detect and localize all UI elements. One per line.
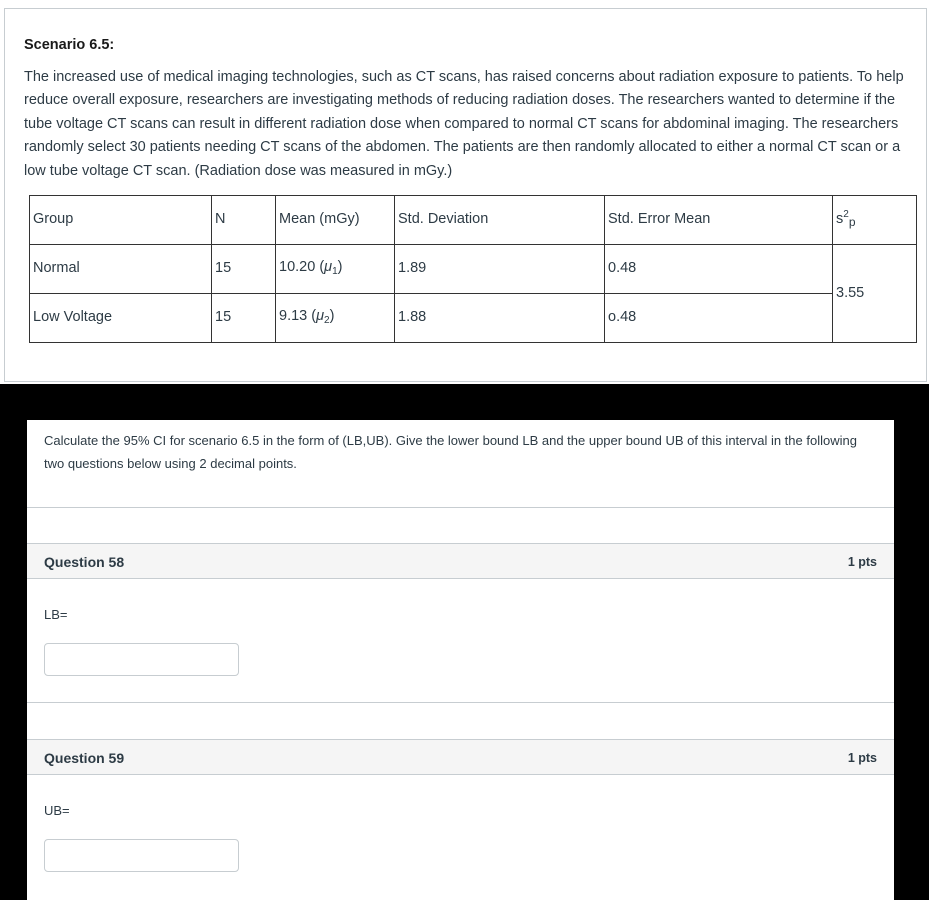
header-group: Group: [30, 196, 212, 245]
lb-label: LB=: [44, 607, 68, 622]
cell-pooled-variance: 3.55: [833, 245, 917, 343]
cell-std-error-mean: 0.48: [605, 245, 833, 294]
question-instructions: Calculate the 95% CI for scenario 6.5 in the form of (LB,UB). Give the lower bound LB and the upper bound UB of this interval in the following two questions below using 2 decimal points.: [44, 433, 857, 471]
quiz-panel: [27, 420, 894, 900]
cell-mean: 9.13 $(\mu_2)$: [276, 294, 395, 343]
cell-group: Normal: [30, 245, 212, 294]
group-statistics-table: [29, 195, 917, 343]
scenario-panel: [4, 8, 927, 382]
cell-std-error-mean: o.48: [605, 294, 833, 343]
cell-mean: 10.20 $(\mu_1)$: [276, 245, 395, 294]
question-title: Question 58: [44, 554, 125, 570]
scenario-description: The increased use of medical imaging technologies, such as CT scans, has raised concerns about radiation exposure to patients. To help reduce overall exposure, researchers are investigating methods of reducing radiation doses. The researchers wanted to determine if the tube voltage CT scans can result in different radiation dose when compared to normal CT scans for abdominal imaging. The researchers randomly select 30 patients needing CT scans of the abdomen. The patients are then randomly allocated to either a normal CT scan or a low tube voltage CT scan. (Radiation dose was measured in mGy.): [24, 69, 904, 179]
ub-label: UB=: [44, 803, 70, 818]
cell-std-deviation: 1.89: [395, 245, 605, 294]
header-mean: Mean (mGy): [276, 196, 395, 245]
table-row: [30, 245, 917, 294]
scenario-title: Scenario 6.5:: [24, 37, 115, 53]
cell-n: 15: [212, 294, 276, 343]
header-std-deviation: Std. Deviation: [395, 196, 605, 245]
header-n: N: [212, 196, 276, 245]
question-title: Question 59: [44, 750, 125, 766]
question-points: 1 pts: [847, 555, 877, 569]
ub-input[interactable]: [44, 839, 239, 872]
cell-group: Low Voltage: [30, 294, 212, 343]
question-points: 1 pts: [847, 751, 877, 765]
header-pooled-variance: $s^2_p$: [833, 196, 917, 245]
question-header: [27, 739, 894, 775]
table-row: [30, 294, 917, 343]
divider: [27, 507, 894, 508]
question-header: [27, 543, 894, 579]
header-std-error-mean: Std. Error Mean: [605, 196, 833, 245]
lb-input[interactable]: [44, 643, 239, 676]
cell-std-deviation: 1.88: [395, 294, 605, 343]
divider: [27, 702, 894, 703]
cell-n: 15: [212, 245, 276, 294]
table-header-row: [30, 196, 917, 245]
